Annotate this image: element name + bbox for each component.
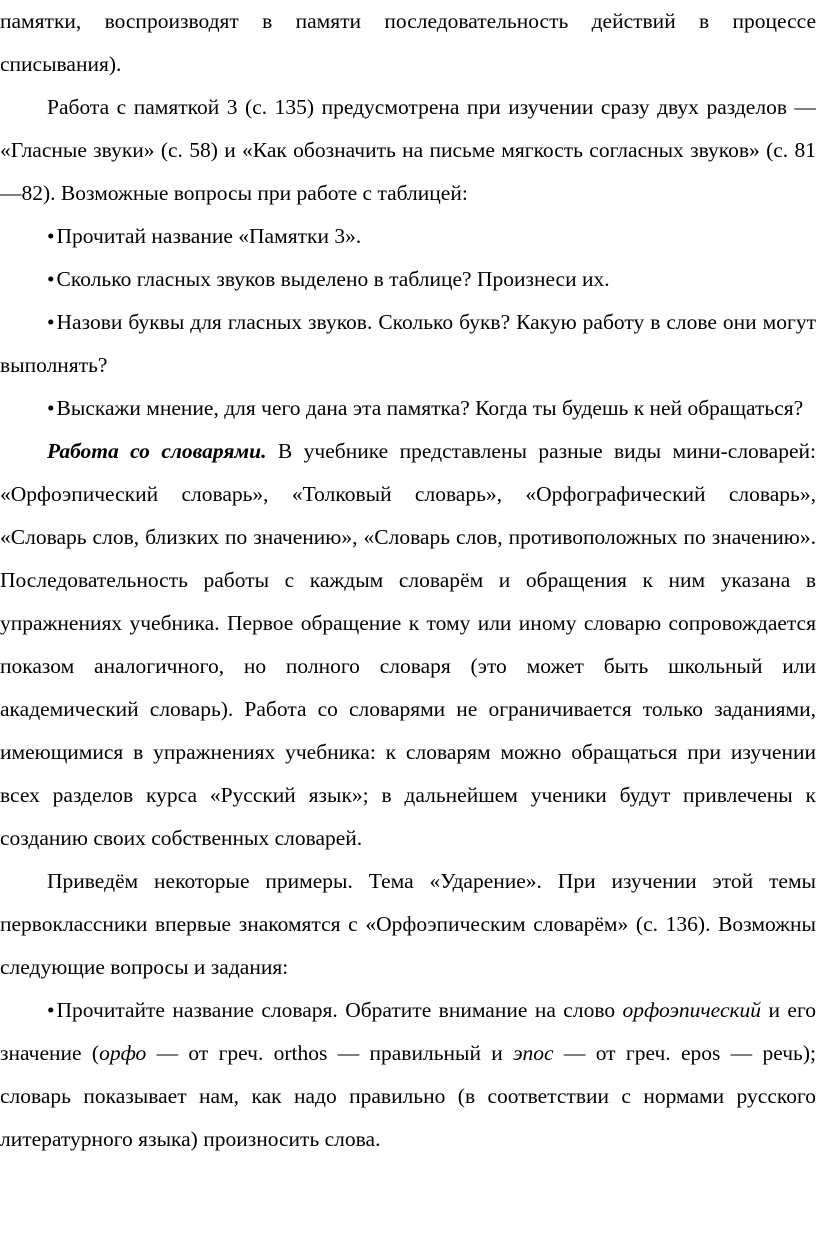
question-text: Сколько гласных звуков выделено в таблице? Произнеси их. bbox=[56, 267, 610, 291]
bullet-icon: • bbox=[47, 267, 55, 291]
question-text: Прочитай название «Памятки 3». bbox=[56, 224, 362, 248]
paragraph-dictionaries bbox=[0, 430, 816, 860]
question-text: и его значение ( bbox=[0, 998, 816, 1065]
question-text: Выскажи мнение, для чего дана эта памятка? Когда ты будешь к ней обращаться? bbox=[56, 396, 804, 420]
paragraph-memo-3: Работа с памяткой 3 (с. 135) предусмотрена при изучении сразу двух разделов — «Гласные звуки» (с. 58) и «Как обозначить на письме мягкость согласных звуков» (с. 81—82). Возможные вопросы при работе с таблицей: bbox=[0, 95, 816, 205]
question-item-5 bbox=[0, 989, 816, 1161]
italic-term: эпос bbox=[513, 1041, 554, 1065]
bullet-icon: • bbox=[47, 396, 55, 420]
paragraph-text: В учебнике представлены разные виды мини-словарей: «Орфоэпический словарь», «Толковый словарь», «Орфографический словарь», «Словарь слов, близких по значению», «Словарь слов, противоположных по значению». Последовательность работы с каждым словарём и обращения к ним указана в упражнениях учебника. Первое обращение к тому или иному словарю сопровождается показом аналогичного, но полного словаря (это может быть школьный или академический словарь). Работа со словарями не ограничивается только заданиями, имеющимися в упражнениях учебника: к словарям можно обращаться при изучении всех разделов курса «Русский язык»; в дальнейшем ученики будут привлечены к созданию своих собственных словарей. bbox=[0, 439, 816, 850]
question-item-3 bbox=[0, 301, 816, 387]
paragraph-continuation: памятки, воспроизводят в памяти последовательность действий в процессе списывания). bbox=[0, 9, 816, 76]
question-item-2 bbox=[0, 258, 816, 301]
bullet-icon: • bbox=[47, 224, 55, 248]
question-text: Назови буквы для гласных звуков. Сколько букв? Какую работу в слове они могут выполнять? bbox=[0, 310, 816, 377]
question-item-1 bbox=[0, 215, 816, 258]
bullet-icon: • bbox=[47, 998, 55, 1022]
question-text: — от греч. epos — речь); словарь показывает нам, как надо правильно (в соответствии с нормами русского литературного языка) произносить слова. bbox=[0, 1041, 816, 1151]
question-text: — от греч. orthos — правильный и bbox=[146, 1041, 514, 1065]
question-text: Прочитайте название словаря. Обратите внимание на слово bbox=[56, 998, 623, 1022]
bullet-icon: • bbox=[47, 310, 55, 334]
section-heading: Работа со словарями. bbox=[47, 439, 267, 463]
italic-term: орфо bbox=[99, 1041, 147, 1065]
italic-term: орфоэпический bbox=[622, 998, 762, 1022]
question-item-4 bbox=[0, 387, 816, 430]
paragraph-examples: Приведём некоторые примеры. Тема «Ударение». При изучении этой темы первоклассники впервые знакомятся с «Орфоэпическим словарём» (с. 136). Возможны следующие вопросы и задания: bbox=[0, 869, 816, 979]
